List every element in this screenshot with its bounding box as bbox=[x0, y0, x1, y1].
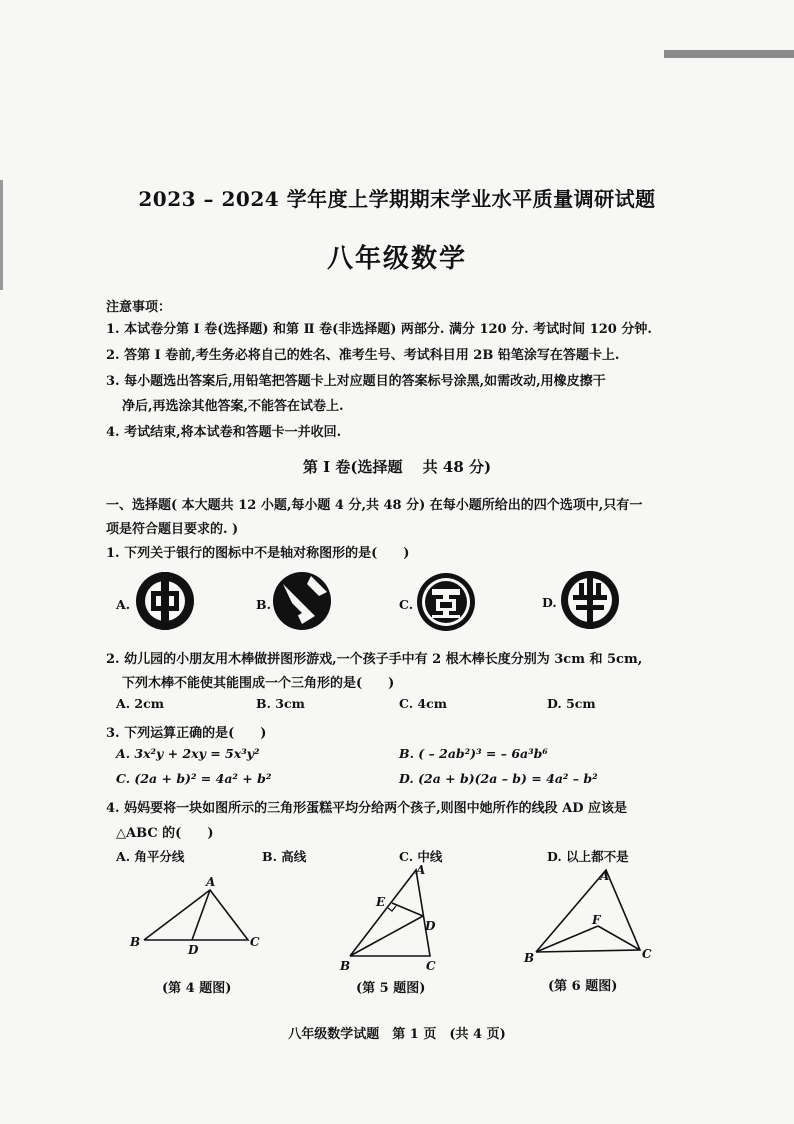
figure-4-caption: (第 4 题图) bbox=[162, 981, 232, 996]
notes-heading: 注意事项： bbox=[106, 300, 172, 315]
page-footer: 八年级数学试题 第 1 页 (共 4 页) bbox=[288, 1027, 506, 1042]
label-D: D bbox=[188, 943, 199, 957]
label-C: C bbox=[426, 959, 436, 973]
q1-option-a: A. bbox=[116, 597, 131, 612]
icbc-icon bbox=[415, 571, 477, 633]
q2-option-c: C. 4cm bbox=[399, 696, 447, 711]
label-D: D bbox=[425, 919, 436, 933]
q4-stem: △ABC 的( ) bbox=[116, 826, 214, 841]
label-A: A bbox=[416, 863, 426, 877]
figure-6-triangle bbox=[520, 858, 656, 966]
part1-intro: 项是符合题目要求的. ) bbox=[106, 522, 239, 537]
note-item: 3. 每小题选出答案后,用铅笔把答题卡上对应题目的答案标号涂黑,如需改动,用橡皮擦干 bbox=[106, 374, 606, 389]
note-item: 1. 本试卷分第 Ⅰ 卷(选择题) 和第 Ⅱ 卷(非选择题) 两部分. 满分 120 分. 考试时间 120 分钟. bbox=[106, 322, 652, 337]
label-A: A bbox=[206, 875, 216, 889]
figure-5-triangle bbox=[334, 858, 446, 976]
note-item: 净后,再选涂其他答案,不能答在试卷上. bbox=[122, 399, 344, 414]
figure-5-caption: (第 5 题图) bbox=[356, 981, 426, 996]
q3-option-a: A. 3x²y + 2xy = 5x³y² bbox=[116, 746, 260, 761]
scan-smudge bbox=[664, 50, 794, 58]
label-F: F bbox=[592, 913, 601, 927]
note-item: 4. 考试结束,将本试卷和答题卡一并收回. bbox=[106, 425, 342, 440]
part1-intro: 一、选择题( 本大题共 12 小题,每小题 4 分,共 48 分) 在每小题所给出的四个选项中,只有一 bbox=[106, 498, 643, 513]
figure-4-triangle bbox=[126, 872, 268, 962]
q1-option-d: D. bbox=[542, 595, 557, 610]
label-C: C bbox=[250, 935, 260, 949]
q2-option-b: B. 3cm bbox=[256, 696, 305, 711]
q2-stem: 2. 幼儿园的小朋友用木棒做拼图形游戏,一个孩子手中有 2 根木棒长度分别为 3cm 和 5cm, bbox=[106, 652, 643, 667]
abc-icon bbox=[559, 569, 621, 631]
q3-stem: 3. 下列运算正确的是( ) bbox=[106, 726, 267, 741]
label-A: A bbox=[600, 869, 610, 883]
label-B: B bbox=[524, 951, 535, 965]
q4-option-d: D. 以上都不是 bbox=[547, 849, 629, 864]
section-title: 第 Ⅰ 卷(选择题 共 48 分) bbox=[302, 458, 492, 476]
q1-stem: 1. 下列关于银行的图标中不是轴对称图形的是( ) bbox=[106, 546, 410, 561]
q4-option-a: A. 角平分线 bbox=[116, 849, 185, 864]
bank-of-china-icon bbox=[134, 570, 196, 632]
label-E: E bbox=[376, 895, 386, 909]
label-B: B bbox=[340, 959, 351, 973]
q3-option-c: C. (2a + b)² = 4a² + b² bbox=[116, 771, 272, 786]
q2-stem: 下列木棒不能使其能围成一个三角形的是( ) bbox=[122, 676, 395, 691]
q4-option-c: C. 中线 bbox=[399, 849, 443, 864]
q4-stem: 4. 妈妈要将一块如图所示的三角形蛋糕平均分给两个孩子,则图中她所作的线段 AD 应该是 bbox=[106, 801, 628, 816]
q3-option-d: D. (2a + b)(2a – b) = 4a² – b² bbox=[399, 771, 598, 786]
subject-title: 八年级数学 bbox=[326, 244, 467, 274]
q2-option-d: D. 5cm bbox=[547, 696, 596, 711]
ccb-icon bbox=[271, 570, 333, 632]
figure-6-caption: (第 6 题图) bbox=[548, 979, 618, 994]
q4-option-b: B. 高线 bbox=[262, 849, 307, 864]
q3-option-b: B. ( – 2ab²)³ = – 6a³b⁶ bbox=[399, 746, 548, 761]
q2-option-a: A. 2cm bbox=[116, 696, 164, 711]
q1-option-b: B. bbox=[256, 597, 271, 612]
q1-option-c: C. bbox=[399, 597, 414, 612]
note-item: 2. 答第 Ⅰ 卷前,考生务必将自己的姓名、准考生号、考试科目用 2B 铅笔涂写在答题卡上. bbox=[106, 348, 620, 363]
label-C: C bbox=[642, 947, 652, 961]
label-B: B bbox=[130, 935, 141, 949]
exam-title: 2023 – 2024 学年度上学期期末学业水平质量调研试题 bbox=[138, 187, 656, 211]
